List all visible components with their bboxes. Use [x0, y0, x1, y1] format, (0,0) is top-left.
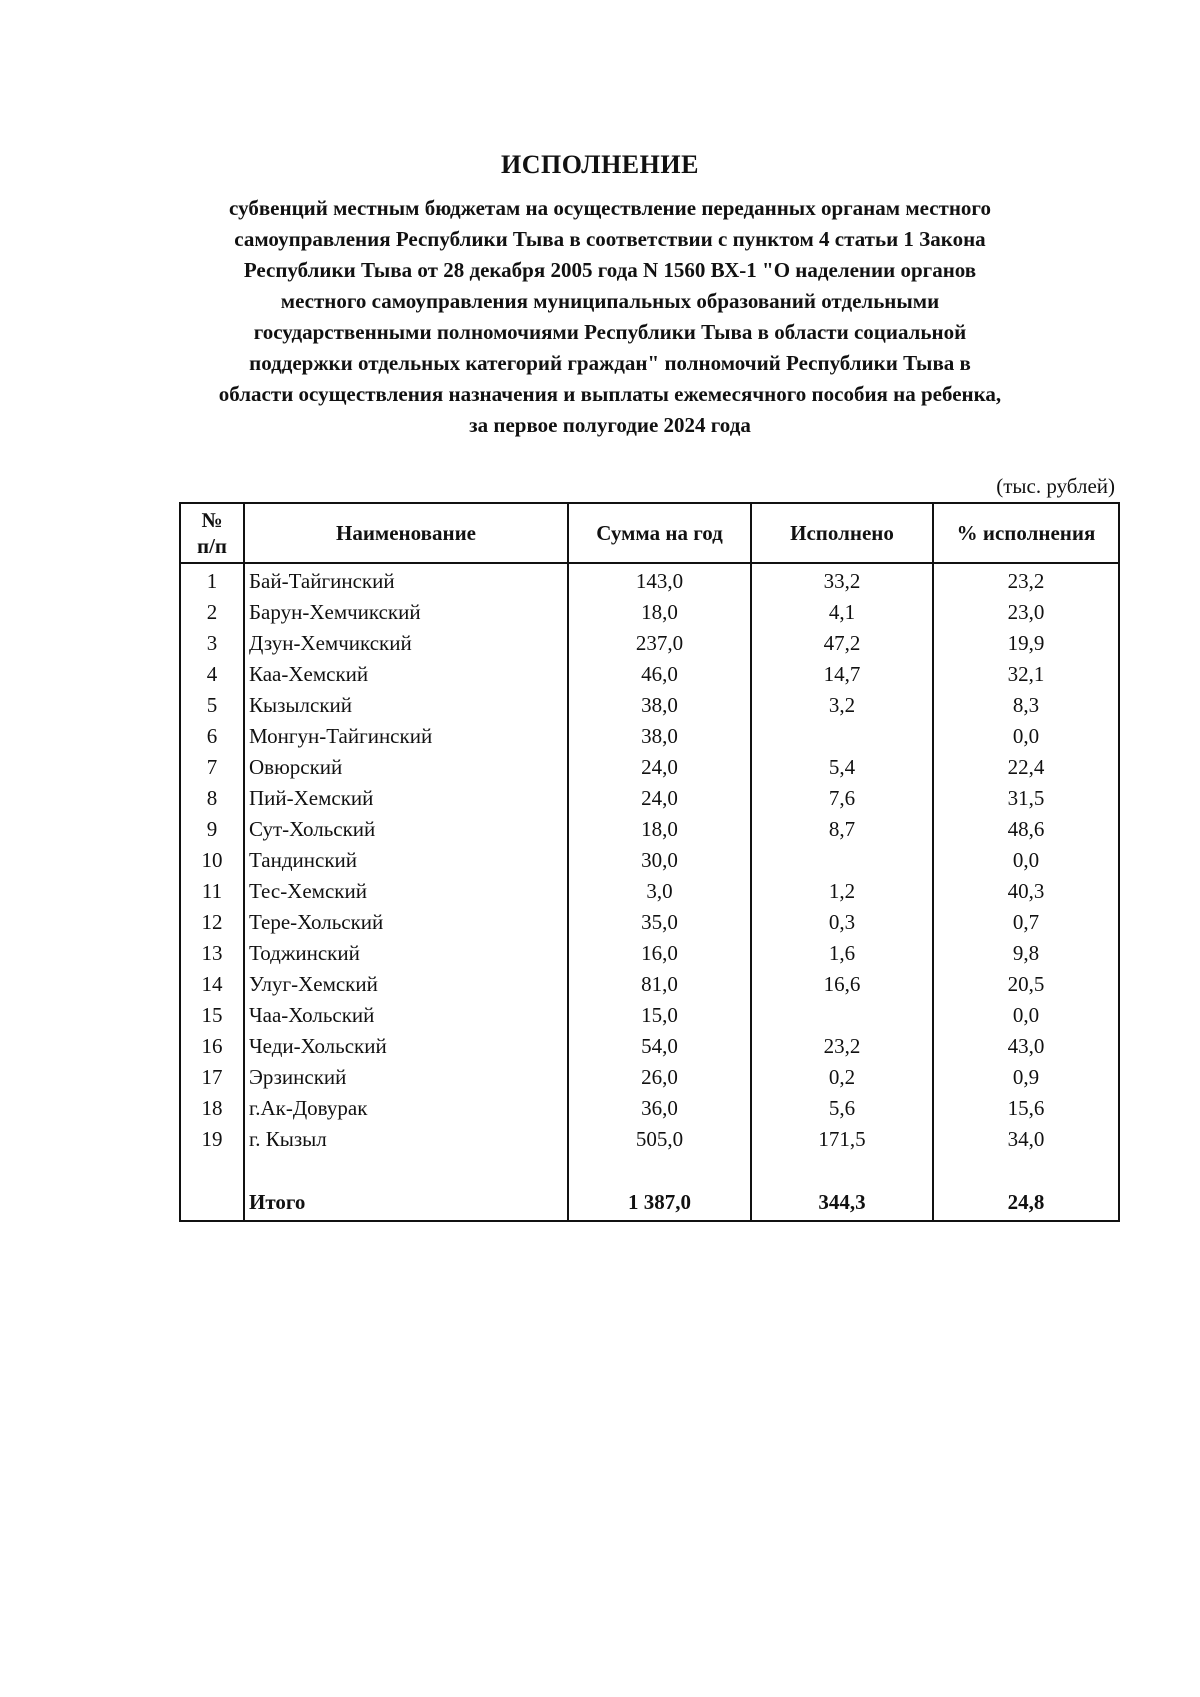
- total-row: [180, 1187, 1119, 1221]
- row-name: Овюрский: [244, 752, 568, 783]
- row-number: 6: [180, 721, 244, 752]
- row-annual-sum: 36,0: [568, 1093, 751, 1124]
- subtitle-line: за первое полугодие 2024 года: [469, 413, 751, 437]
- row-percent: 23,0: [933, 597, 1119, 628]
- row-annual-sum: 237,0: [568, 628, 751, 659]
- row-percent: 0,0: [933, 1000, 1119, 1031]
- table-row: [180, 752, 1119, 783]
- table-row: [180, 659, 1119, 690]
- row-percent: 19,9: [933, 628, 1119, 659]
- table-row: [180, 1031, 1119, 1062]
- row-number: 19: [180, 1124, 244, 1155]
- subtitle-line: области осуществления назначения и выплаты ежемесячного пособия на ребенка,: [218, 382, 1002, 406]
- row-percent: 32,1: [933, 659, 1119, 690]
- document-title: ИСПОЛНЕНИЕ: [501, 150, 699, 179]
- subtitle-line: Республики Тыва от 28 декабря 2005 года N 1560 ВХ-1 "О наделении органов: [243, 258, 977, 282]
- row-percent: 34,0: [933, 1124, 1119, 1155]
- subtitle-line: поддержки отдельных категорий граждан" полномочий Республики Тыва в: [249, 351, 971, 375]
- row-executed: 5,6: [751, 1093, 933, 1124]
- row-percent: 0,0: [933, 721, 1119, 752]
- row-percent: 20,5: [933, 969, 1119, 1000]
- row-executed: [751, 845, 933, 876]
- table-row: [180, 845, 1119, 876]
- spacer-cell: [933, 1155, 1119, 1187]
- row-number: 15: [180, 1000, 244, 1031]
- total-executed: 344,3: [751, 1187, 933, 1221]
- row-percent: 40,3: [933, 876, 1119, 907]
- subtitle-line: государственными полномочиями Республики Тыва в области социальной: [253, 320, 967, 344]
- row-annual-sum: 38,0: [568, 690, 751, 721]
- row-number: 7: [180, 752, 244, 783]
- spacer-cell: [568, 1155, 751, 1187]
- row-executed: [751, 721, 933, 752]
- document-subtitle: [150, 193, 1070, 441]
- row-name: Бай-Тайгинский: [244, 563, 568, 597]
- header-annual-sum: Сумма на год: [568, 503, 751, 563]
- row-executed: 1,2: [751, 876, 933, 907]
- row-name: Каа-Хемский: [244, 659, 568, 690]
- row-name: Тес-Хемский: [244, 876, 568, 907]
- table-row: [180, 783, 1119, 814]
- row-name: Монгун-Тайгинский: [244, 721, 568, 752]
- row-number: 9: [180, 814, 244, 845]
- row-executed: 7,6: [751, 783, 933, 814]
- row-name: Чеди-Хольский: [244, 1031, 568, 1062]
- table-row: [180, 1093, 1119, 1124]
- total-number: [180, 1187, 244, 1221]
- row-annual-sum: 26,0: [568, 1062, 751, 1093]
- row-name: Кызылский: [244, 690, 568, 721]
- table-row: [180, 563, 1119, 597]
- row-annual-sum: 18,0: [568, 814, 751, 845]
- spacer-cell: [244, 1155, 568, 1187]
- row-percent: 0,9: [933, 1062, 1119, 1093]
- row-number: 17: [180, 1062, 244, 1093]
- row-annual-sum: 30,0: [568, 845, 751, 876]
- header-row: [180, 503, 1119, 563]
- table-row: [180, 1000, 1119, 1031]
- row-number: 13: [180, 938, 244, 969]
- subtitle-line: субвенций местным бюджетам на осуществление переданных органам местного: [229, 196, 991, 220]
- row-number: 14: [180, 969, 244, 1000]
- units-note: (тыс. рублей): [996, 474, 1115, 498]
- row-number: 1: [180, 563, 244, 597]
- table-header: [180, 503, 1119, 563]
- row-annual-sum: 46,0: [568, 659, 751, 690]
- row-annual-sum: 24,0: [568, 783, 751, 814]
- row-name: Чаа-Хольский: [244, 1000, 568, 1031]
- row-executed: 4,1: [751, 597, 933, 628]
- row-name: г.Ак-Довурак: [244, 1093, 568, 1124]
- row-annual-sum: 143,0: [568, 563, 751, 597]
- row-number: 3: [180, 628, 244, 659]
- table-body: [180, 563, 1119, 1221]
- total-annual-sum: 1 387,0: [568, 1187, 751, 1221]
- table-row: [180, 1124, 1119, 1155]
- total-label: Итого: [244, 1187, 568, 1221]
- table-row: [180, 907, 1119, 938]
- table-row: [180, 969, 1119, 1000]
- row-name: Дзун-Хемчикский: [244, 628, 568, 659]
- row-percent: 22,4: [933, 752, 1119, 783]
- table-row: [180, 814, 1119, 845]
- row-name: Эрзинский: [244, 1062, 568, 1093]
- table-row: [180, 938, 1119, 969]
- row-annual-sum: 3,0: [568, 876, 751, 907]
- row-executed: 5,4: [751, 752, 933, 783]
- row-percent: 9,8: [933, 938, 1119, 969]
- row-annual-sum: 54,0: [568, 1031, 751, 1062]
- row-annual-sum: 24,0: [568, 752, 751, 783]
- row-name: Пий-Хемский: [244, 783, 568, 814]
- row-annual-sum: 15,0: [568, 1000, 751, 1031]
- row-percent: 23,2: [933, 563, 1119, 597]
- subtitle-line: местного самоуправления муниципальных образований отдельными: [280, 289, 940, 313]
- spacer-row: [180, 1155, 1119, 1187]
- row-name: Барун-Хемчикский: [244, 597, 568, 628]
- row-executed: 23,2: [751, 1031, 933, 1062]
- row-executed: [751, 1000, 933, 1031]
- row-number: 10: [180, 845, 244, 876]
- row-name: Сут-Хольский: [244, 814, 568, 845]
- row-name: Тоджинский: [244, 938, 568, 969]
- table-row: [180, 721, 1119, 752]
- total-percent: 24,8: [933, 1187, 1119, 1221]
- table-row: [180, 597, 1119, 628]
- row-executed: 171,5: [751, 1124, 933, 1155]
- row-executed: 47,2: [751, 628, 933, 659]
- spacer-cell: [751, 1155, 933, 1187]
- header-number: [180, 503, 244, 563]
- row-number: 8: [180, 783, 244, 814]
- row-percent: 31,5: [933, 783, 1119, 814]
- header-number-line1: №: [201, 508, 223, 532]
- row-executed: 0,2: [751, 1062, 933, 1093]
- row-percent: 0,7: [933, 907, 1119, 938]
- row-number: 18: [180, 1093, 244, 1124]
- table-row: [180, 690, 1119, 721]
- row-name: Улуг-Хемский: [244, 969, 568, 1000]
- header-executed: Исполнено: [751, 503, 933, 563]
- row-percent: 48,6: [933, 814, 1119, 845]
- row-number: 11: [180, 876, 244, 907]
- row-annual-sum: 38,0: [568, 721, 751, 752]
- row-number: 16: [180, 1031, 244, 1062]
- table-row: [180, 876, 1119, 907]
- spacer-cell: [180, 1155, 244, 1187]
- row-name: г. Кызыл: [244, 1124, 568, 1155]
- execution-table: [179, 502, 1120, 1222]
- row-number: 2: [180, 597, 244, 628]
- row-executed: 3,2: [751, 690, 933, 721]
- row-executed: 1,6: [751, 938, 933, 969]
- row-executed: 0,3: [751, 907, 933, 938]
- row-percent: 8,3: [933, 690, 1119, 721]
- row-executed: 14,7: [751, 659, 933, 690]
- row-percent: 0,0: [933, 845, 1119, 876]
- row-executed: 16,6: [751, 969, 933, 1000]
- header-number-line2: п/п: [196, 534, 228, 558]
- row-annual-sum: 18,0: [568, 597, 751, 628]
- table-row: [180, 628, 1119, 659]
- row-name: Тандинский: [244, 845, 568, 876]
- row-name: Тере-Хольский: [244, 907, 568, 938]
- row-percent: 43,0: [933, 1031, 1119, 1062]
- row-annual-sum: 35,0: [568, 907, 751, 938]
- row-executed: 8,7: [751, 814, 933, 845]
- row-executed: 33,2: [751, 563, 933, 597]
- row-annual-sum: 505,0: [568, 1124, 751, 1155]
- row-number: 12: [180, 907, 244, 938]
- subtitle-line: самоуправления Республики Тыва в соответствии с пунктом 4 статьи 1 Закона: [234, 227, 986, 251]
- header-percent: % исполнения: [933, 503, 1119, 563]
- row-annual-sum: 16,0: [568, 938, 751, 969]
- row-annual-sum: 81,0: [568, 969, 751, 1000]
- row-number: 4: [180, 659, 244, 690]
- table-row: [180, 1062, 1119, 1093]
- header-name: Наименование: [244, 503, 568, 563]
- row-percent: 15,6: [933, 1093, 1119, 1124]
- row-number: 5: [180, 690, 244, 721]
